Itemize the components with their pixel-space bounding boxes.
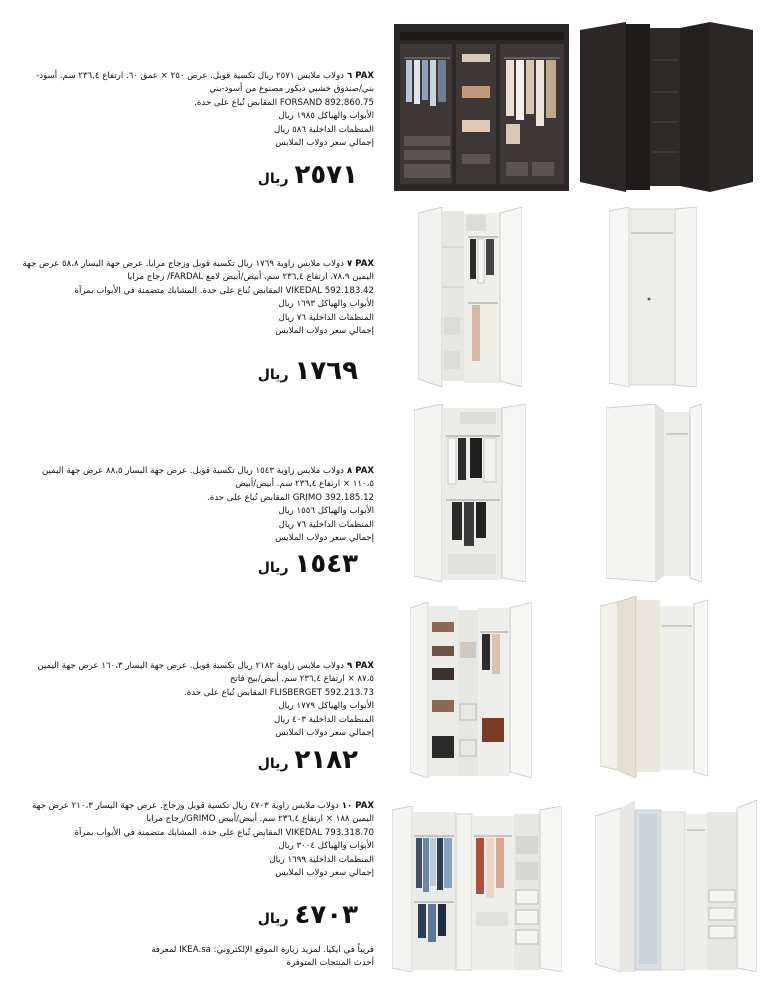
- corner-wardrobe-open-image: [410, 602, 532, 778]
- footnote-line-2: أحدث المنتجات المتوفرة: [286, 958, 374, 968]
- total-label: إجمالي سعر دولاب الملابس: [275, 326, 374, 337]
- product-description: ٨ PAXدولاب ملابس زاوية ١٥٤٣ ريال تكسية قوبل. عرض جهة اليسار ٨٨،٥ عرض جهة اليمين ١١٠،٥ × ارتفاع ٢٣٦,٤ سم. أبيض/أبيض: [41, 466, 374, 490]
- corner-wardrobe-open-image: [414, 404, 526, 582]
- interior-organizers-price: المنظمات الداخلية ٧٦ ريال: [278, 519, 374, 530]
- doors-frames-price: الأبواب والهياكل ١٧٧٩ ريال: [278, 701, 374, 712]
- doors-frames-price: الأبواب والهياكل ١٦٩٣ ريال: [278, 299, 374, 310]
- wardrobe-closed-image: [580, 22, 753, 192]
- total-label: إجمالي سعر دولاب الملابس: [275, 138, 374, 149]
- price-tag: ٢١٨٢ريال: [257, 745, 358, 775]
- corner-wardrobe-closed-image: [600, 596, 708, 778]
- product-description: ١٠ PAXدولاب ملابس زاوية ٤٧٠٣ ريال تكسية قوبل وزجاج. عرض جهة اليسار ٢١٠،٣ عرض جهة اليمين ١٨٨ × ارتفاع ٢٣٦,٤ سم. أبيض/أبيض GRIMO/زجاج مرايا: [32, 801, 374, 825]
- wardrobe-open-image: [394, 24, 569, 191]
- interior-organizers-price: المنظمات الداخلية ٤٠٣ ريال: [273, 714, 374, 725]
- price-tag: ١٧٦٩ريال: [257, 356, 358, 386]
- corner-wardrobe-closed-image: [606, 404, 702, 582]
- doors-frames-price: الأبواب والهياكل ١٥٥٦ ريال: [278, 506, 374, 517]
- product-description: ٩ PAXدولاب ملابس زاوية ٢١٨٢ ريال تكسية قوبل. عرض جهة اليسار ١٦٠،٣ عرض جهة اليمين ٨٧،٥ × ارتفاع ٢٣٦,٤ سم. أبيض/بيج فاتح: [37, 661, 374, 685]
- interior-organizers-price: المنظمات الداخلية ١٦٩٩ ريال: [269, 854, 374, 865]
- product-article: FLISBERGET 592.213.73 المقابض تُباع على حدة.: [183, 687, 374, 698]
- interior-organizers-price: المنظمات الداخلية ٥٨٦ ريال: [273, 124, 374, 135]
- product-article: FORSAND 892.860.75 المقابض تُباع على حدة.: [194, 97, 374, 108]
- doors-frames-price: الأبواب والهياكل ١٩٨٥ ريال: [278, 111, 374, 122]
- product-article: GRIMO 392.185.12 المقابض تُباع على حدة.: [207, 492, 374, 503]
- product-text: [22, 258, 374, 338]
- price-tag: ٢٥٧١ريال: [257, 160, 358, 190]
- doors-frames-price: الأبواب والهياكل ٣٠٠٤ ريال: [278, 841, 374, 852]
- product-text: [22, 660, 374, 740]
- product-article: VIKEDAL 592.183.42 المقابض تُباع على حدة. المشابك متضمنة في الأبواب بمرآة: [74, 285, 374, 296]
- footnote-line-1: قريباً في ايكيا. لمزيد زيارة الموقع الإلكتروني: IKEA.sa لمعرفة: [151, 945, 374, 955]
- product-text: [22, 800, 374, 880]
- corner-wardrobe-open-image: [418, 207, 522, 387]
- price-tag: ٤٧٠٣ريال: [257, 900, 358, 930]
- product-article: VIKEDAL 793.318.70 المقابض تُباع على حدة. المشابك متضمنة في الأبواب بمرآة: [74, 827, 374, 838]
- price-tag: ١٥٤٣ريال: [257, 549, 358, 579]
- corner-wardrobe-closed-image: [609, 207, 697, 387]
- product-description: ٦ PAXدولاب ملابس ٢٥٧١ ريال تكسية قوبل. عرض ٢٥٠ × عمق ٦٠. ارتفاع ٢٣٦,٤ سم. أسود-بني/صندوق خشبي ديكور مصنوع من أسود-بني: [36, 71, 374, 95]
- footnote: [22, 944, 374, 970]
- total-label: إجمالي سعر دولاب الملابس: [275, 868, 374, 879]
- product-text: [22, 465, 374, 545]
- total-label: إجمالي سعر دولاب الملابس: [275, 728, 374, 739]
- total-label: إجمالي سعر دولاب الملابس: [275, 533, 374, 544]
- corner-wardrobe-closed-image: [595, 800, 757, 972]
- product-text: [22, 70, 374, 150]
- product-description: ٧ PAXدولاب ملابس زاوية ١٧٦٩ ريال تكسية قوبل وزجاج مرايا. عرض جهة اليسار ٥٨،٨ عرض جهة اليمين ٧٨،٩. ارتفاع ٢٣٦,٤ سم. أبيض/أبيض لامع FARDAL/ زجاج مرايا: [22, 259, 374, 283]
- corner-wardrobe-open-image: [392, 806, 562, 972]
- interior-organizers-price: المنظمات الداخلية ٧٦ ريال: [278, 312, 374, 323]
